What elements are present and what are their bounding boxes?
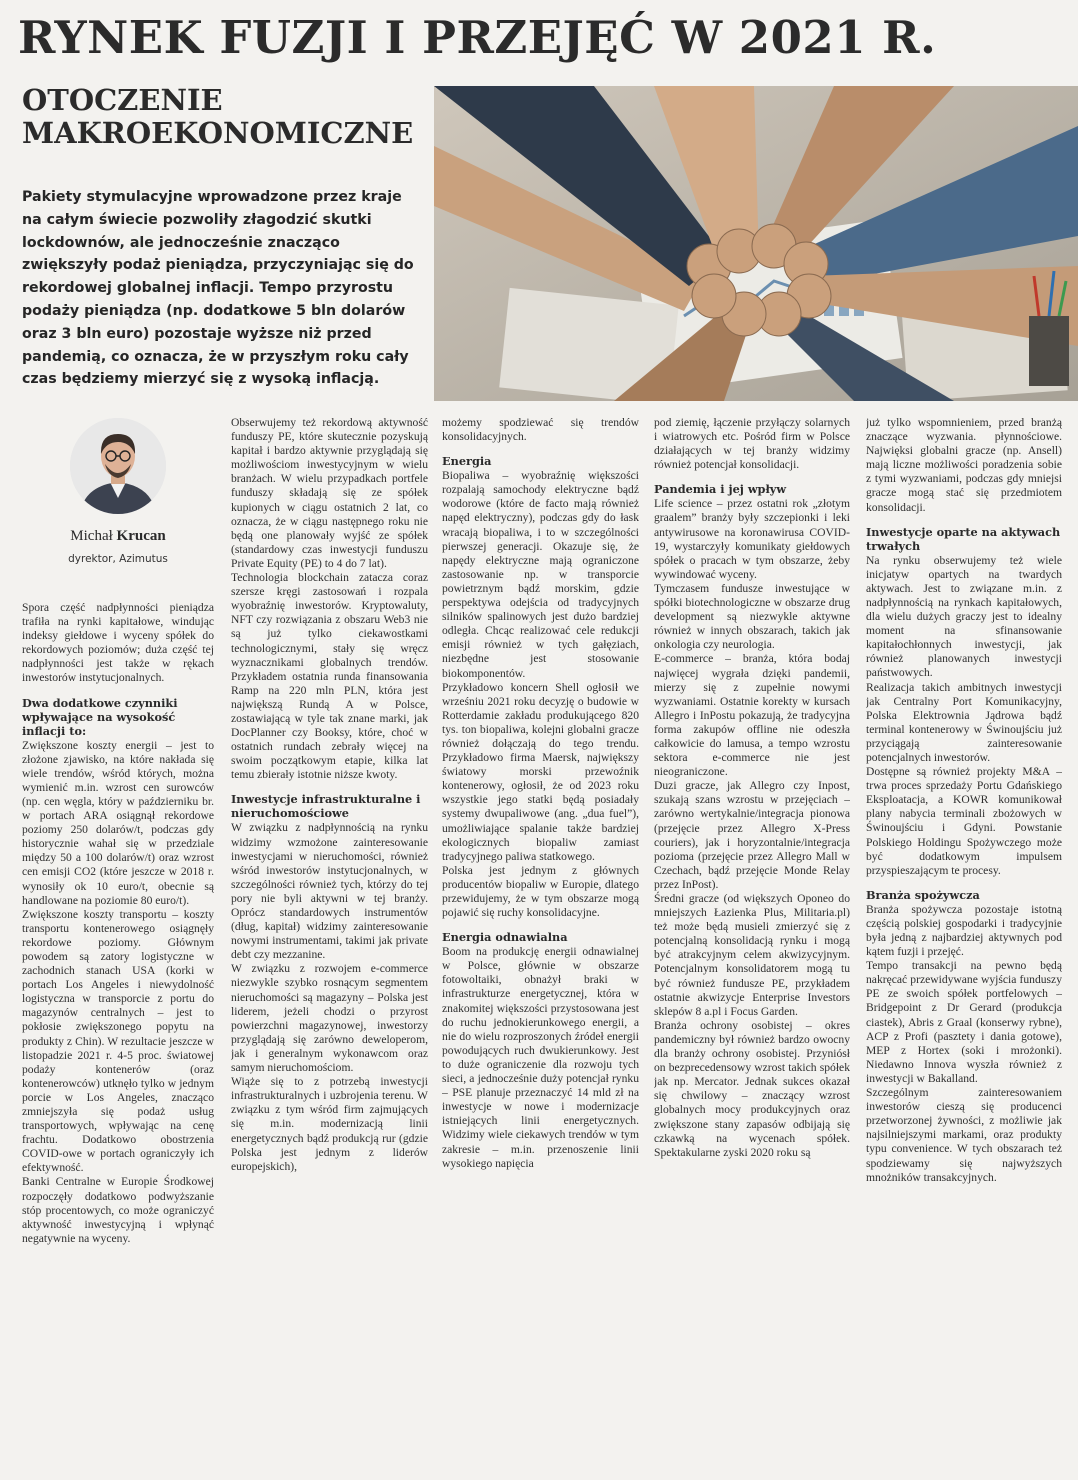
paragraph: pod ziemię, łączenie przyłączy solarnych i wiatrowych etc. Pośród firm w Polsce działających w tej branży widzimy również potencjał konsolidacji. [654, 416, 850, 472]
paragraph: W związku z nadpłynnością na rynku widzimy wzmożone zainteresowanie inwestycjami w nieruchomości, również wśród inwestorów instytucjonalnych, w szczególności również tych, którzy do tej pory nie byli aktywni w tej branży. Oprócz standardowych instrumentów (dług, kapitał) widzimy zainteresowanie nowymi instrumentami, takimi jak private debt czy mezzanine. [231, 821, 428, 962]
author-last-name: Krucan [116, 528, 166, 544]
section-heading: Inwestycje infrastrukturalne i nieruchomościowe [231, 792, 421, 821]
paragraph: Biopaliwa – wyobraźnię większości rozpalają samochody elektryczne bądź wodorowe (które de facto mają również napęd elektryczny), podczas gdy do łask wracają biopaliwa, i to w szczególności pierwszej generacji. Okazuje się, że napędy elektryczne mają ograniczone zastosowanie np. w transporcie powietrznym bądź morskim, gdzie perspektywa odejścia od tradycyjnych silników spalinowych jest dużo bardziej odległa. Chcąc realizować cele redukcji emisji również w tych gałęziach, niezbędne jest stosowanie biokomponentów. [442, 469, 639, 680]
paragraph: Polska jest jednym z głównych producentów biopaliw w Europie, dlatego przewidujemy, że w tym obszarze mogą pojawić się ruchy konsolidacyjne. [442, 863, 639, 920]
paragraph: Realizacja takich ambitnych inwestycji jak Centralny Port Komunikacyjny, Polska Elektrownia Jądrowa bądź terminal kontenerowy w Świnoujściu już przyciągają zainteresowanie potencjalnych inwestorów. [866, 680, 1062, 764]
text-column-3 [442, 416, 639, 1472]
paragraph: Technologia blockchain zatacza coraz szersze kręgi zastosowań i rozpala wyobraźnię inwestorów. Kryptowaluty, NFT czy rozwiązania z obszaru Web3 nie są już tylko ciekawostkami technologicznymi, stały się wręcz wyznacznikami globalnych trendów. Przykładem ostatnia runda finansowania Ramp na 220 mln PLN, która jest największą Rundą A w Polsce, zostawiającą w tyle tak znane marki, jak DocPlanner czy Booksy, które, choć w ostatnich rundach zebrały więcej na swoim początkowym etapie, kilka lat temu zbierały istotnie niższe kwoty. [231, 571, 428, 782]
paragraph: Obserwujemy też rekordową aktywność funduszy PE, które skutecznie pozyskują kapitał i bardzo aktywnie przyglądają się możliwościom inwestycyjnym w wielu branżach. W wielu przypadkach portfele funduszy składają się ze spółek kupionych w ciągu ostatnich 2 lat, co oznacza, że w ciągu następnego roku nie będą one planowały wyjść ze spółek (standardowy czas inwestycji funduszu Private Equity (PE) to 4 do 7 lat). [231, 416, 428, 570]
paragraph: Wiąże się to z potrzebą inwestycji infrastrukturalnych i uzbrojenia terenu. W związku z tym wśród firm zajmujących się m.in. modernizacją linii energetycznych bądź produkcją rur (gdzie Polska jest jednym z liderów europejskich), [231, 1075, 428, 1173]
paragraph: Tymczasem fundusze inwestujące w spółki biotechnologiczne w obszarze drug development są niezwykle aktywne również w innych obszarach, takich jak onkologia czy neurologia. [654, 581, 850, 652]
section-heading: Inwestycje oparte na aktywach trwałych [866, 524, 1061, 553]
paragraph: Branża spożywcza pozostaje istotną częścią polskiej gospodarki i tradycyjnie była jedną z najbardziej aktywnych pod kątem fuzji i przejęć. [866, 902, 1062, 959]
article-title: RYNEK FUZJI I PRZEJĘĆ W 2021 R. [18, 11, 937, 64]
paragraph: Zwiększone koszty transportu – koszty transportu kontenerowego osiągnęły rekordowe poziomy. Głównym powodem są zatory logistyczne w zachodnich stanach USA (korki w portach Los Angeles i niewydolność logistyczna w transporcie z portu do magazynów centralnych – jest to pokłosie zwiększonego popytu na produkty z Chin). W rezultacie jeszcze w listopadzie 2021 r. 4-5 proc. światowej podaży kontenerów (oraz kontenerowców) utknęło tylko w jednym porcie w Los Angeles, znacząco zmniejszyła się podaż usług transportowych, wpływając na cenę frachtu. Dodatkowo obostrzenia COVID-owe w portach ograniczyły ich efektywność. [22, 907, 214, 1175]
paragraph: Spora część nadpłynności pieniądza trafiła na rynki kapitałowe, windując indeksy giełdowe i wyceny spółek do rekordowych poziomów; duża część tej nadpłynności jest także w rękach inwestorów instytucjonalnych. [22, 601, 214, 685]
paragraph: W związku z rozwojem e-commerce niezwykle szybko rosnącym segmentem nieruchomości są magazyny – Polska jest liderem, jeżeli chodzi o przyrost powierzchni magazynowej, inwestorzy przyglądają się zarówno deweloperom, jak i generalnym wykonawcom oraz samym nieruchomościom. [231, 962, 428, 1075]
paragraph: Na rynku obserwujemy też wiele inicjatyw opartych na twardych aktywach. Jest to związane m.in. z nadpłynnością na rynkach kapitałowych, dla wielu dużych graczy jest to idealny moment na sfinansowanie kapitałochłonnych inwestycji, jak również planowanych inwestycji państwowych. [866, 553, 1062, 680]
paragraph: Duzi gracze, jak Allegro czy Inpost, szukają szans wzrostu w przejęciach – zarówno wertykalnie/integracja pionowa (przejęcie przez Allegro X-Press couriers), jak i horyzontalnie/integracja pozioma (przejęcie przez Allegro Mall w Czechach, bądź przejęcie Monde Relay przez InPost). [654, 779, 850, 891]
paragraph: Life science – przez ostatni rok „złotym graalem” branży były szczepionki i leki antywirusowe na koronawirusa COVID-19, wystarczyły komunikaty giełdowych spółek o pracach w tym obszarze, żeby wywindować wyceny. [654, 497, 850, 581]
section-heading: Dwa dodatkowe czynniki wpływające na wysokość inflacji to: [22, 695, 178, 738]
paragraph: E-commerce – branża, która bodaj najwięcej wygrała dzięki pandemii, mierzy się z zupełnie nowymi wyzwaniami. Ostatnie korekty w kursach Allegro i InPostu pokazują, że tradycyjna forma zakupów offline nie odeszła całkowicie do lamusa, a tempo wzrostu sektora e-commerce nie jest nieograniczone. [654, 652, 850, 779]
author-first-name: Michał [70, 528, 113, 544]
author-role: dyrektor, Azimutus [68, 553, 168, 565]
paragraph: Średni gracze (od większych Oponeo do mniejszych Łazienka Plus, Militaria.pl) też może będą musieli zmierzyć się z potencjalną konsolidacją rynku i mogą być atrakcyjnym celem akwizycyjnym. Potencjalnym konsolidatorem mogą tu być również fundusze PE, przykładem ostatnie akwizycje Enterprise Investors sklepów 8 a.pl i Focus Garden. [654, 892, 850, 1018]
text-column-2 [231, 416, 428, 1472]
text-column-4 [654, 416, 850, 1472]
paragraph: Branża ochrony osobistej – okres pandemiczny był również bardzo owocny dla branży ochrony osobistej. Przyniósł on bezprecedensowy wzrost takich spółek jak np. Mercator. Jednak sukces okazał się chwilowy – znaczący wzrost globalnych mocy produkcyjnych oraz zwiększone stany zapasów odbijają się czkawką na wycenach spółek. Spektakularne zyski 2020 roku są [654, 1018, 850, 1159]
paragraph: Banki Centralne w Europie Środkowej rozpoczęły dodatkowo podwyższanie stóp procentowych, co może ograniczyć aktywność inwestycyjną i wpłynąć negatywnie na wyceny. [22, 1175, 214, 1245]
section-heading: Pandemia i jej wpływ [654, 482, 787, 497]
hands-photo [434, 86, 1078, 401]
section-subtitle: OTOCZENIE MAKROEKONOMICZNE [22, 83, 414, 150]
hands-photo-illustration [434, 86, 1078, 401]
text-column-1 [22, 601, 214, 1471]
author-name [22, 528, 214, 545]
author-avatar [70, 418, 166, 514]
paragraph: już tylko wspomnieniem, przed branżą znaczące wyzwania. płynnościowe. Najwięksi globalni gracze (np. Ansell) mają liczne możliwości poradzenia sobie z tymi wyzwaniami, podczas gdy mniejsi gracze mogą stać się przedmiotem konsolidacji. [866, 416, 1062, 514]
author-portrait-icon [70, 418, 166, 514]
paragraph: Dostępne są również projekty M&A – trwa proces sprzedaży Portu Gdańskiego Eksploatacja, a KOWR komunikował plany nabycia terminali zbożowych w Świnoujściu i Gdyni. Powstanie Polskiego Holdingu Spożywczego może być dodatkowym impulsem przyspieszającym te procesy. [866, 765, 1062, 877]
paragraph: Boom na produkcję energii odnawialnej w Polsce, głównie w obszarze fotowoltaiki, obnażył braki w infrastrukturze energetycznej, która w znakomitej większości przystosowana jest do ruchu jednokierunkowego energii, a nie do wielu rozproszonych źródeł energii powodujących ruch dwukierunkowy. Jest to duże ograniczenie dla rozwoju tych sieci, a jednocześnie duży potencjał rynku – PSE planuje przeznaczyć 14 mld zł na inwestycje w nowe i modernizacje istniejących linii energetycznych. Widzimy wiele ciekawych trendów w tym zakresie – m.in. przenoszenie linii wysokiego napięcia [442, 945, 639, 1170]
paragraph: Przykładowo koncern Shell ogłosił we wrześniu 2021 roku decyzję o budowie w Rotterdamie zakładu produkującego 820 tys. ton biopaliwa, kolejni globalni gracze również dołączają do tego trendu. Przykładowo firma Maersk, największy światowy morski przewoźnik kontenerowy, ogłosił, że od 2023 roku wszystkie jego statki będą posiadały systemy dwupaliwowe (ang. „dua fuel”), umożliwiające spalanie także bardziej ekologicznych biopaliw zamiast tradycyjnego paliwa statkowego. [442, 680, 639, 863]
paragraph: Tempo transakcji na pewno będą nakręcać przewidywane wyjścia funduszy PE ze swoich spółek portfelowych – Bridgepoint z Dr Gerard (produkcja ciastek), Abris z Graal (konserwy rybne), ACP z Profi (pasztety i dania gotowe), MEP z Hortex (soki i mrożonki). Niedawno Innova wyszła również z inwestycji w Bakalland. [866, 959, 1062, 1085]
lead-paragraph: Pakiety stymulacyjne wprowadzone przez kraje na całym świecie pozwoliły złagodzić skutki lockdownów, ale jednocześnie znacząco zwiększyły podaż pieniądza, przyczyniając się do rekordowej globalnej inflacji. Tempo przyrostu podaży pieniądza (np. dodatkowe 5 bln dolarów oraz 3 bln euro) pozostaje wyższe niż przed pandemią, co oznacza, że w przyszłym roku cały czas będziemy mierzyć się z wysoką inflacją. [22, 189, 414, 388]
text-column-5 [866, 416, 1062, 1472]
section-heading: Energia [442, 454, 492, 469]
section-heading: Energia odnawialna [442, 930, 568, 945]
section-heading: Branża spożywcza [866, 887, 980, 902]
paragraph: możemy spodziewać się trendów konsolidacyjnych. [442, 416, 639, 444]
paragraph: Zwiększone koszty energii – jest to złożone zjawisko, na które nakłada się wiele trendów, wśród których, można wymienić m.in. wzrost cen surowców (np. cen węgla, który w październiku br. w portach ARA osiągnął rekordowe poziomy 250 dolarów/t, podczas gdy historycznie wahał się w przedziale między 50 a 100 dolarów/t) oraz wzrost cen emisji CO2 (które jeszcze w 2018 r. wynosiły ok 10 euro/t, obecnie są handlowane na poziomie 80 euro/t). [22, 738, 214, 907]
author-block [22, 418, 214, 565]
paragraph: Szczególnym zainteresowaniem inwestorów cieszą się producenci przetworzonej żywności, z możliwie jak najsilniejszymi markami, oraz produkty typu convenience. W tych obszarach też spodziewamy się najwyższych mnożników transakcyjnych. [866, 1086, 1062, 1184]
